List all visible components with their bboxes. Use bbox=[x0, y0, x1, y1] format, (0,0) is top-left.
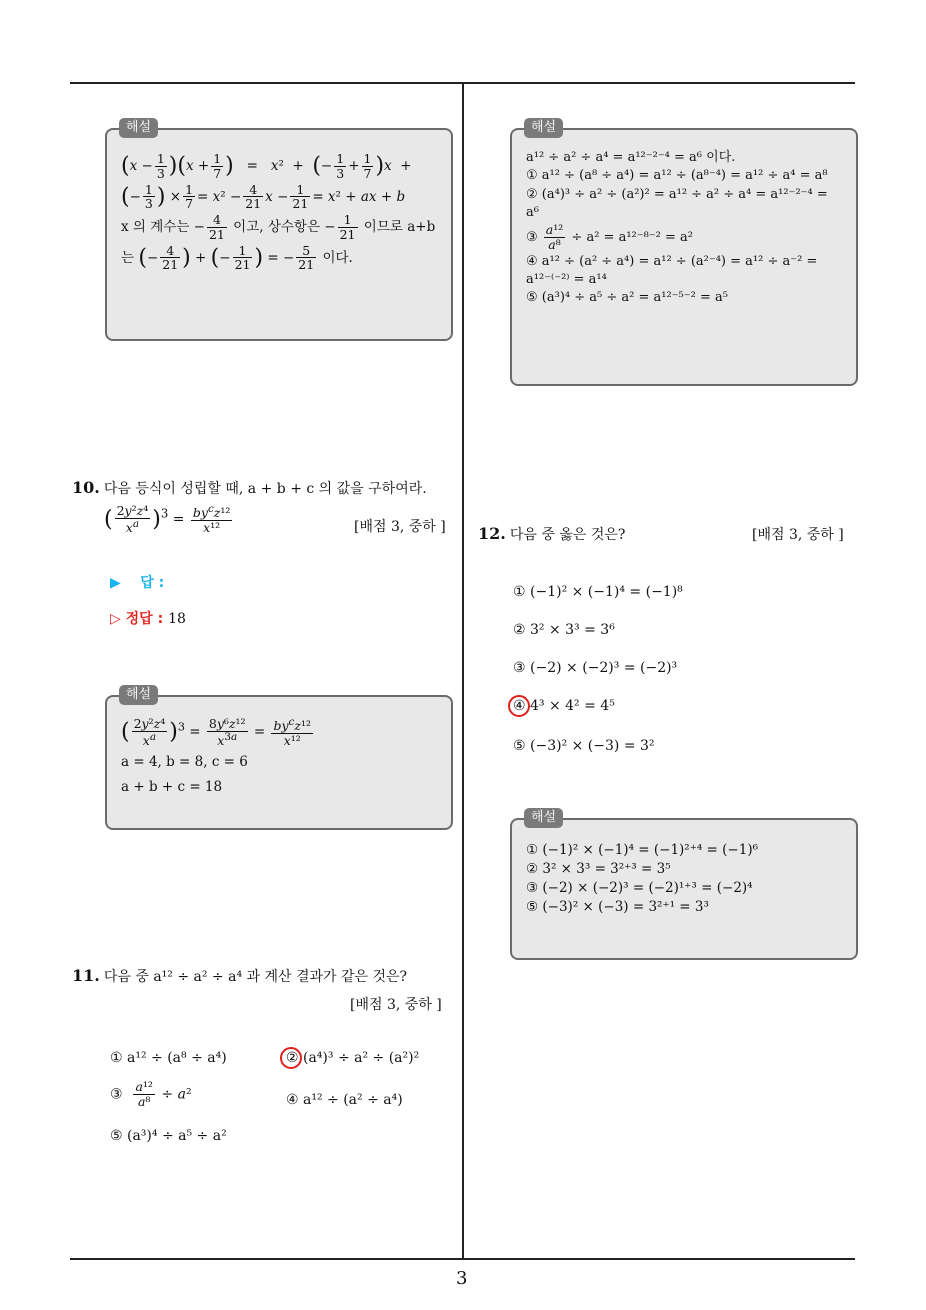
play-icon: ▶ bbox=[110, 575, 121, 591]
q11-solution-line5: ③ $\frac{\text{a¹²}}{\text{a⁸}}$ ÷ a² = a¹²⁻⁸⁻² = a² bbox=[526, 222, 694, 252]
q10-answer-label: 답 : bbox=[140, 575, 165, 591]
q12-option-4[interactable]: ④ 4³ × 4² = 4⁵ bbox=[513, 698, 615, 714]
q10-number: 10. bbox=[72, 478, 100, 497]
q11-solution-line7: a¹²⁻⁽⁻²⁾ = a¹⁴ bbox=[526, 271, 607, 287]
q11-solution-line2: ① a¹² ÷ (a⁸ ÷ a⁴) = a¹² ÷ (a⁸⁻⁴) = a¹² ÷ a⁴ = a⁸ bbox=[526, 168, 828, 184]
q11-solution-line4: a⁶ bbox=[526, 204, 539, 220]
q10-solution-line3: a + b + c = 18 bbox=[121, 778, 223, 795]
q12-option-2[interactable]: ② 3² × 3³ = 3⁶ bbox=[513, 622, 615, 638]
q12-number: 12. bbox=[478, 524, 506, 543]
q9-solution-line2: (− $\frac{1}{3}$ ) × $\frac{1}{7}$ = x² − $\frac{4}{21}$ x − $\frac{1}{21}$ = x² + ax + b bbox=[121, 181, 406, 212]
q11-question bbox=[72, 966, 407, 986]
q12-solution-line4: ⑤ (−3)² × (−3) = 3²⁺¹ = 3³ bbox=[526, 898, 709, 915]
q11-solution-line6: ④ a¹² ÷ (a² ÷ a⁴) = a¹² ÷ (a²⁻⁴) = a¹² ÷ a⁻² = bbox=[526, 253, 818, 269]
q11-solution-box bbox=[510, 120, 858, 386]
q11-option-5[interactable]: ⑤ (a³)⁴ ÷ a⁵ ÷ a² bbox=[110, 1128, 227, 1144]
q10-equation: ( $\frac{\text{2y²z⁴}}{x^a}$ )$^3$ = $\frac{by^cz^{12}}{\text{x¹²}}$ bbox=[104, 503, 231, 535]
q12-prompt: 다음 중 옳은 것은? bbox=[509, 527, 626, 543]
q10-answer-row bbox=[110, 572, 164, 592]
q12-solution-line1: ① (−1)² × (−1)⁴ = (−1)²⁺⁴ = (−1)⁶ bbox=[526, 842, 758, 858]
q12-selected-circle bbox=[508, 695, 530, 717]
q11-solution-line1: a¹² ÷ a² ÷ a⁴ = a¹²⁻²⁻⁴ = a⁶ 이다. bbox=[526, 150, 736, 165]
q9-solution-line1: (x − $\frac{1}{3}$ )(x + $\frac{1}{7}$ ) = x² + (− $\frac{1}{3}$ + $\frac{1}{7}$ )x + bbox=[121, 151, 412, 181]
q12-option-3[interactable]: ③ (−2) × (−2)³ = (−2)³ bbox=[513, 660, 678, 676]
q12-meta: [배점 3, 중하 ] bbox=[752, 527, 844, 543]
q11-option-1[interactable]: ① a¹² ÷ (a⁸ ÷ a⁴) bbox=[110, 1050, 227, 1066]
q11-prompt: 다음 중 a¹² ÷ a² ÷ a⁴ 과 계산 결과가 같은 것은? bbox=[103, 969, 408, 985]
q12-solution-line3: ③ (−2) × (−2)³ = (−2)¹⁺³ = (−2)⁴ bbox=[526, 879, 753, 896]
q12-solution-line2: ② 3² × 3³ = 3²⁺³ = 3⁵ bbox=[526, 860, 671, 877]
solution-tag: 해설 bbox=[524, 118, 563, 138]
q11-solution-line3: ② (a⁴)³ ÷ a² ÷ (a²)² = a¹² ÷ a² ÷ a⁴ = a¹²⁻²⁻⁴ = bbox=[526, 186, 828, 202]
page-number: 3 bbox=[456, 1268, 468, 1289]
triangle-outline-icon: ▷ bbox=[110, 611, 121, 627]
q11-selected-circle bbox=[280, 1047, 302, 1069]
q9-solution-line4: 는 (− $\frac{4}{21}$ ) + (− $\frac{1}{21}$ ) = − $\frac{5}{21}$ 이다. bbox=[121, 242, 353, 273]
q9-solution-line3: x 의 계수는 − $\frac{4}{21}$ 이고, 상수항은 − $\frac{1}{21}$ 이므로 a+b bbox=[121, 212, 436, 242]
bottom-rule bbox=[70, 1258, 855, 1260]
column-divider bbox=[462, 82, 464, 1258]
q10-meta: [배점 3, 중하 ] bbox=[354, 519, 446, 535]
q11-meta: [배점 3, 중하 ] bbox=[350, 997, 442, 1013]
q12-solution-box bbox=[510, 810, 858, 960]
q12-option-1[interactable]: ① (−1)² × (−1)⁴ = (−1)⁸ bbox=[513, 584, 683, 600]
q11-solution-line8: ⑤ (a³)⁴ ÷ a⁵ ÷ a² = a¹²⁻⁵⁻² = a⁵ bbox=[526, 290, 728, 305]
q11-option-2[interactable]: ② (a⁴)³ ÷ a² ÷ (a²)² bbox=[286, 1050, 420, 1066]
q10-correct-value: 18 bbox=[168, 611, 186, 627]
q10-solution-line1: ( $\frac{\text{2y²z⁴}}{x^a}$ )$^3$ = $\frac{\text{8y⁶z¹²}}{x^{3a}}$ = $\frac{by^cz^{12}}{\text{x¹²}}$ bbox=[121, 716, 311, 748]
q10-correct-label: 정답 : bbox=[125, 611, 164, 627]
solution-tag: 해설 bbox=[119, 118, 158, 138]
q10-solution-line2: a = 4, b = 8, c = 6 bbox=[121, 753, 248, 770]
q10-question bbox=[72, 478, 427, 498]
q10-correct-row bbox=[110, 608, 186, 628]
q11-number: 11. bbox=[72, 966, 100, 985]
q12-question bbox=[478, 524, 625, 544]
solution-tag: 해설 bbox=[119, 685, 158, 705]
q10-solution-box bbox=[105, 687, 453, 830]
q12-option-5[interactable]: ⑤ (−3)² × (−3) = 3² bbox=[513, 738, 655, 754]
q11-option-4[interactable]: ④ a¹² ÷ (a² ÷ a⁴) bbox=[286, 1092, 403, 1108]
q10-prompt: 다음 등식이 성립할 때, a + b + c 의 값을 구하여라. bbox=[103, 481, 427, 497]
solution-tag: 해설 bbox=[524, 808, 563, 828]
q11-option-3[interactable]: ③ $\frac{\text{a¹²}}{\text{a⁸}}$ ÷ a² bbox=[110, 1079, 192, 1109]
q9-solution-box bbox=[105, 120, 453, 341]
